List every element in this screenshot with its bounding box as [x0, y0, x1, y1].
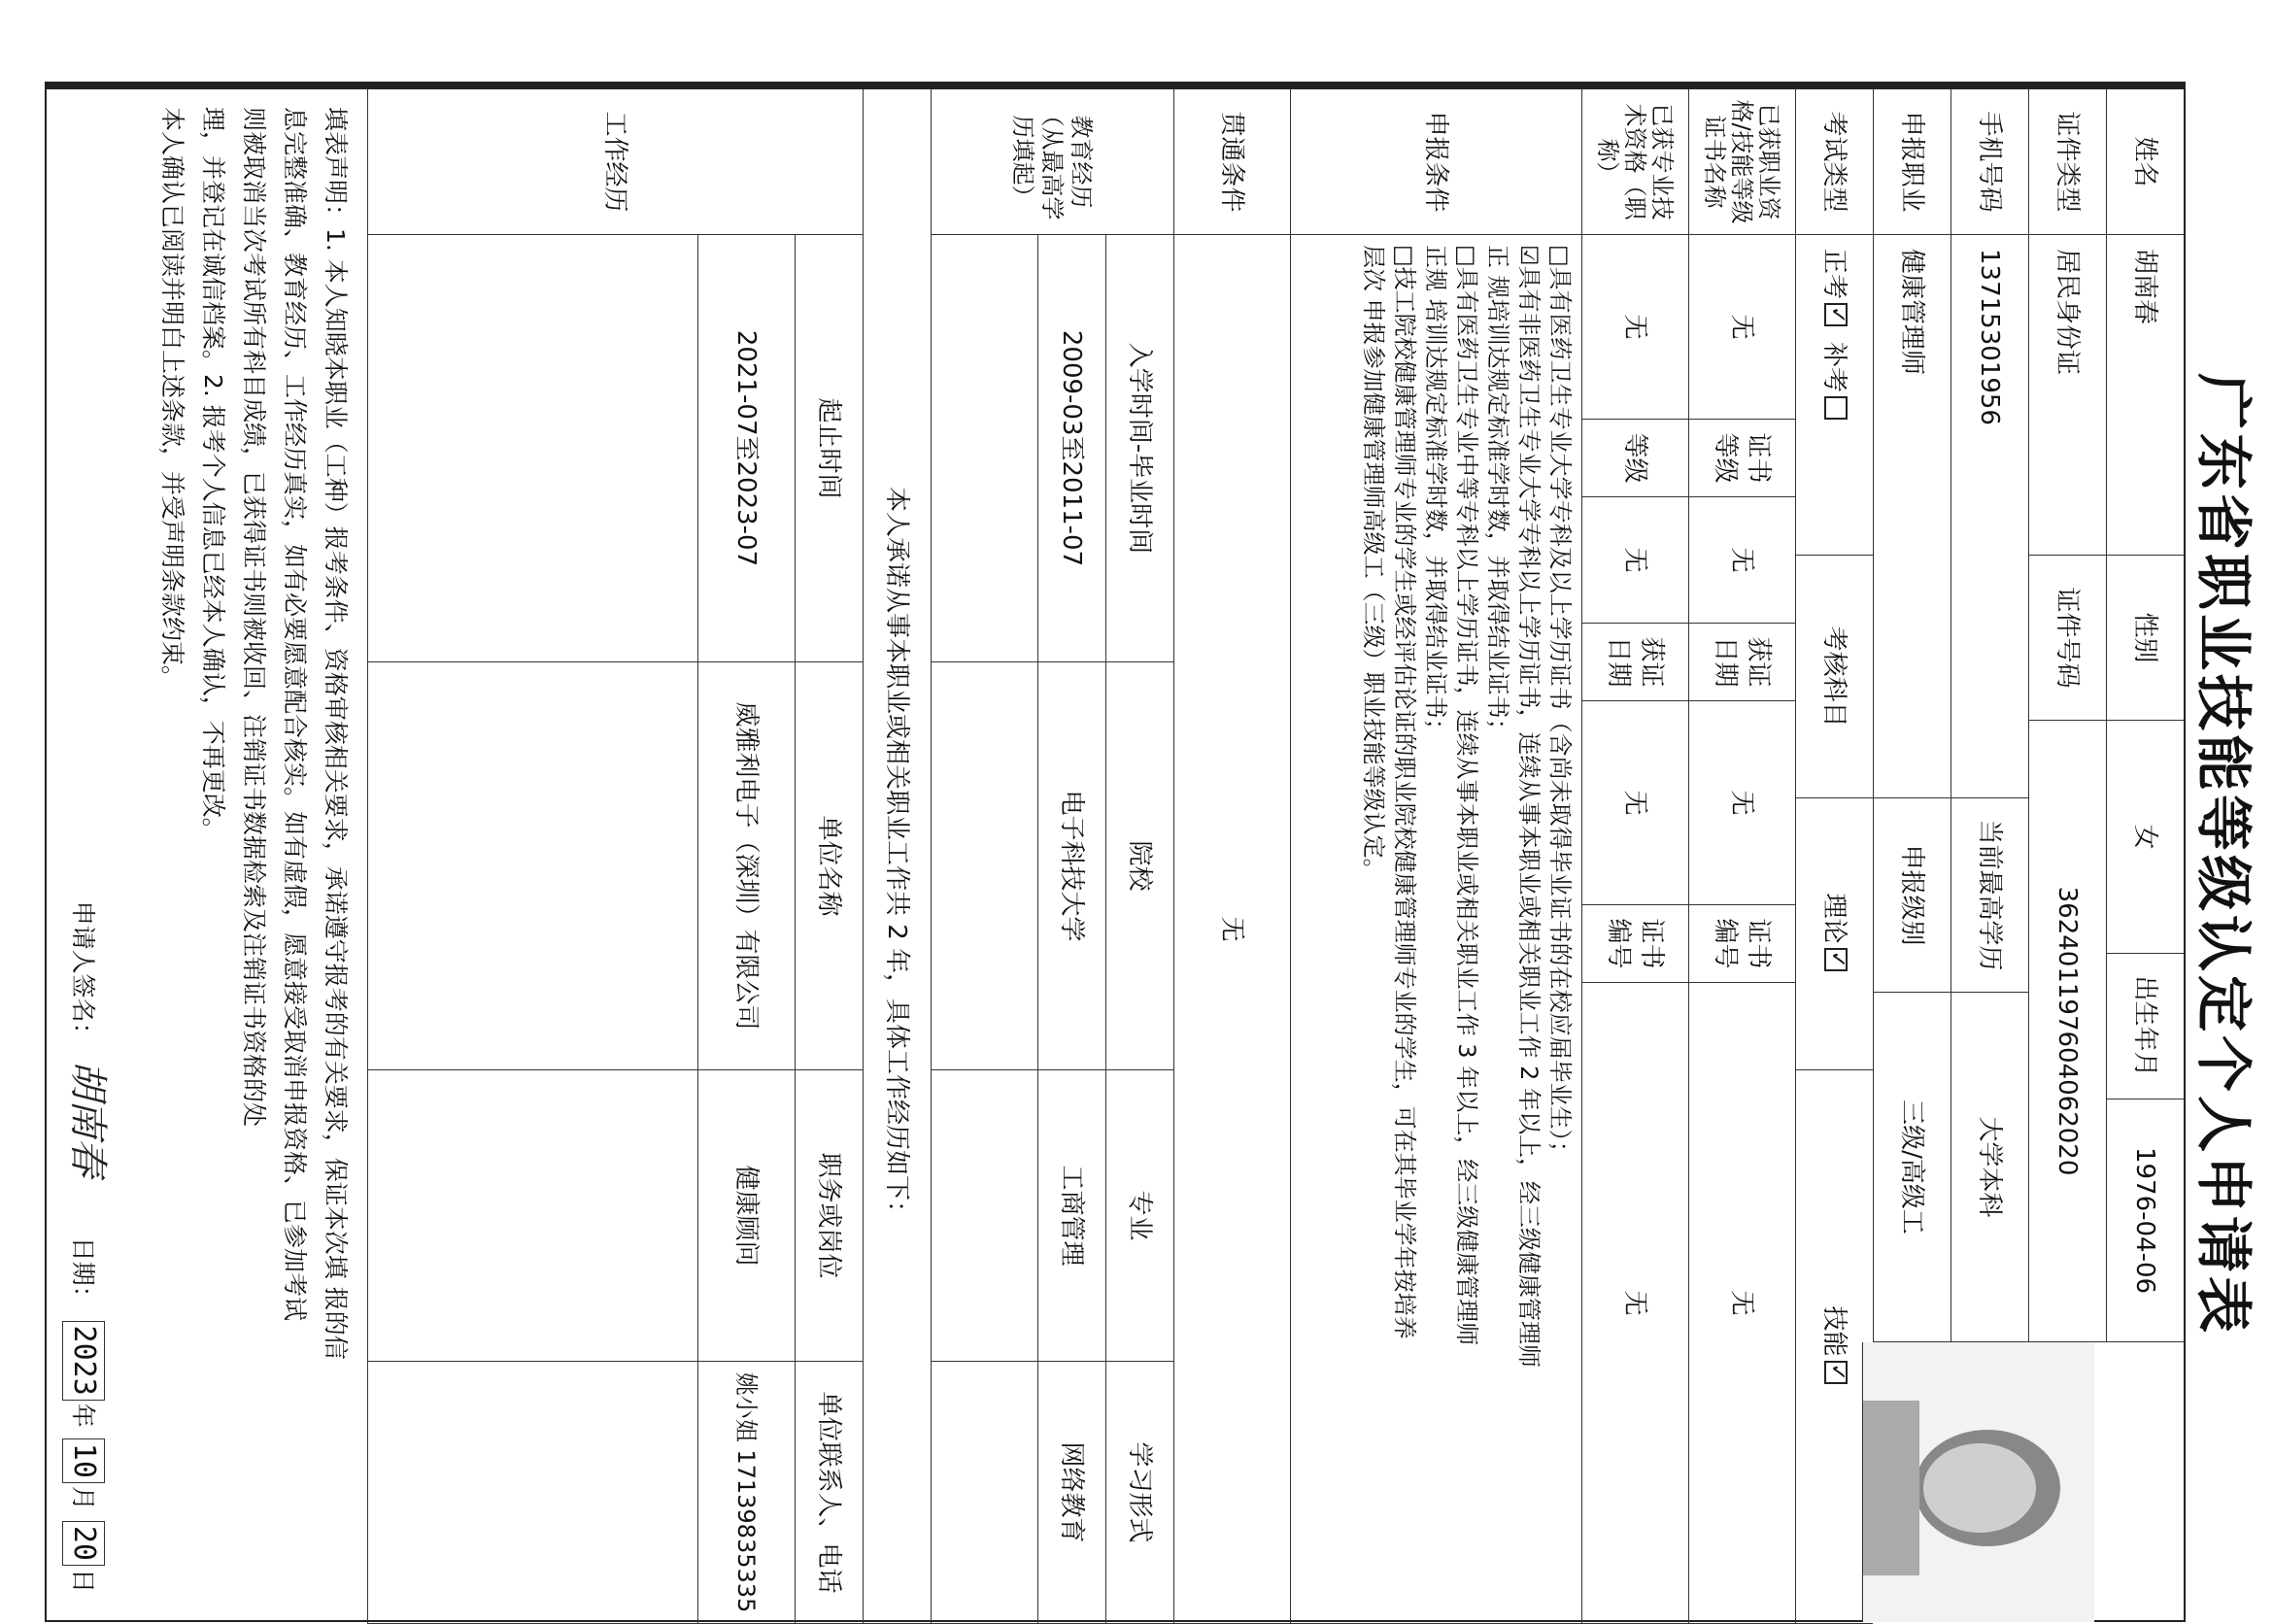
value-gender: 女: [2106, 721, 2184, 954]
date-month: 10: [62, 1438, 105, 1483]
label-occupation: 申报职业: [1873, 89, 1951, 235]
value-occupation: 健康管理师: [1873, 235, 1951, 798]
work-position: 健康顾问: [697, 1070, 795, 1362]
value-level: 三级/高级工: [1873, 993, 1951, 1342]
condition-line: 正规 培训达规定标准学时数，并取得结业证书；: [1422, 245, 1449, 742]
condition-line: 层次 申报参加健康管理师高级工（三级）职业技能等级认定。: [1360, 245, 1387, 882]
header-work-contact: 单位联系人、电话: [795, 1362, 863, 1624]
condition-line: □具有医药卫生专业中等专科以上学历证书，连续从事本职业或相关职业工作 3 年以上，经三级健康管理师: [1453, 245, 1480, 1346]
value-birth: 1976-04-06: [2106, 1100, 2184, 1342]
value-cert-date: 无: [1688, 701, 1795, 905]
value-through: 无: [1173, 235, 1290, 1624]
header-work-pos: 职务或岗位: [795, 1070, 863, 1362]
edu-form: 网络教育: [1037, 1362, 1105, 1624]
value-id-type: 居民身份证: [2028, 235, 2106, 556]
declaration-line: 息完整准确、教育经历、工作经历真实，如有必要愿意配合核实。如有虚假，愿意接受取消申报资格、已参加考试: [281, 107, 309, 1322]
value-title-no: 无: [1581, 983, 1688, 1624]
theory-checkbox[interactable]: [1825, 948, 1849, 971]
applicant-photo: [1862, 1342, 2094, 1622]
label-cert-qual: 已获职业资格/技能等级证书名称: [1688, 89, 1795, 235]
value-phone: 13715301956: [1951, 235, 2028, 798]
value-education: 大学本科: [1951, 993, 2028, 1342]
label-cert-date: 获证日期: [1688, 624, 1795, 701]
declaration-line: 本人确认已阅读并明白上述条款，并受声明条款约束。: [158, 107, 187, 691]
work-time: 2021-07至2023-07: [697, 235, 795, 662]
declaration-block: [45, 87, 369, 1622]
condition-line: 正 规培训达规定标准学时数，并取得结业证书；: [1484, 245, 1511, 742]
signature-area: [62, 901, 108, 1593]
edu-time: 2009-03至2011-07: [1037, 235, 1105, 662]
date-year: 2023: [62, 1321, 105, 1401]
label-gender: 性别: [2106, 556, 2184, 721]
value-name: 胡南春: [2106, 235, 2184, 556]
condition-line: □具有医药卫生专业大学专科及以上学历证书（含尚未取得毕业证书的在校应届毕业生）；: [1546, 245, 1574, 1165]
label-id-no: 证件号码: [2028, 556, 2106, 721]
edu-empty-cell: [931, 235, 1037, 662]
date-day: 20: [62, 1521, 105, 1566]
declaration-line: 理，并登记在诚信档案。2. 报考个人信息已经本人确认，不再更改。: [199, 107, 227, 842]
label-exam-type: 考试类型: [1795, 89, 1873, 235]
label-id-type: 证件类型: [2028, 89, 2106, 235]
signature-handwriting: 胡南春: [65, 1060, 110, 1177]
label-edu-history: 教育经历（从最高学历填起）: [931, 89, 1173, 235]
edu-empty-cell: [931, 1070, 1037, 1362]
header-edu-school: 院校: [1105, 662, 1173, 1070]
work-empty-cell: [367, 235, 697, 662]
edu-school: 电子科技大学: [1037, 662, 1105, 1070]
label-subjects: 考核科目: [1795, 556, 1873, 798]
work-empty-cell: [367, 662, 697, 1070]
label-phone: 手机号码: [1951, 89, 2028, 235]
label-birth: 出生年月: [2106, 954, 2184, 1100]
exam-zk-label: 正考: [1819, 249, 1849, 300]
label-conditions: 申报条件: [1290, 89, 1581, 235]
page-title: 广东省职业技能等级认定个人申请表: [2190, 372, 2256, 1336]
value-cert-qual: 无: [1688, 235, 1795, 420]
label-through: 贯通条件: [1173, 89, 1290, 235]
value-cert-level: 无: [1688, 497, 1795, 624]
condition-line: ☑具有非医药卫生专业大学专科以上学历证书，连续从事本职业或相关职业工作 2 年以上，经三级健康管理师: [1515, 245, 1543, 1369]
header-work-time: 起止时间: [795, 235, 863, 662]
label-title-no: 证书编号: [1581, 905, 1688, 983]
header-edu-major: 专业: [1105, 1070, 1173, 1362]
label-title-level: 等级: [1581, 420, 1688, 497]
exam-bk-checkbox[interactable]: [1825, 396, 1849, 420]
header-work-unit: 单位名称: [795, 662, 863, 1070]
value-exam-type: [1795, 235, 1873, 556]
skill-checkbox[interactable]: [1825, 1361, 1849, 1384]
condition-line: □技工院校健康管理师专业的学生或经评估论证的职业院校健康管理师专业的学生，可在其毕业学年按培养: [1391, 245, 1418, 1339]
work-empty-cell: [367, 1070, 697, 1362]
day-unit: 日: [69, 1568, 97, 1593]
work-contact: 姚小姐 17139835335: [697, 1362, 795, 1624]
value-cert-no: 无: [1688, 983, 1795, 1624]
conditions-list: [1290, 235, 1581, 1624]
declaration-line: 则被取消当次考试所有科目成绩，已获得证书则被收回、注销证书数据检索及注销证书资格的处: [240, 107, 268, 1128]
value-skill: [1795, 1070, 1873, 1624]
work-promise: 本人承诺从事本职业或相关职业工作共 2 年，具体工作经历如下：: [863, 89, 931, 1624]
value-title-level: 无: [1581, 497, 1688, 624]
label-education: 当前最高学历: [1951, 798, 2028, 993]
signature-label: 申请人签名：: [69, 900, 97, 1047]
date-label: 日期：: [69, 1236, 97, 1310]
value-id-no: 362401197604062020: [2028, 721, 2106, 1342]
edu-empty-cell: [931, 662, 1037, 1070]
declaration-line: 填表声明：1. 本人知晓本职业（工种）报考条件、资格审核相关要求，承诺遵守报考的有关要求，保证本次填 报的信: [322, 107, 350, 1360]
label-cert-no: 证书编号: [1688, 905, 1795, 983]
label-work-history: 工作经历: [367, 89, 863, 235]
value-title-date: 无: [1581, 701, 1688, 905]
work-unit: 威雅利电子（深圳）有限公司: [697, 662, 795, 1070]
edu-empty-cell: [931, 1362, 1037, 1624]
header-edu-form: 学习形式: [1105, 1362, 1173, 1624]
label-title-date: 获证日期: [1581, 624, 1688, 701]
month-unit: 月: [69, 1485, 97, 1510]
edu-major: 工商管理: [1037, 1070, 1105, 1362]
header-edu-time: 入学时间-毕业时间: [1105, 235, 1173, 662]
portrait-image: [1863, 1342, 2094, 1622]
value-cert-title: 无: [1581, 235, 1688, 420]
skill-label: 技能: [1819, 1305, 1849, 1357]
theory-label: 理论: [1819, 893, 1849, 944]
work-empty-cell: [367, 1362, 697, 1624]
exam-zk-checkbox[interactable]: [1825, 303, 1849, 326]
value-theory: [1795, 798, 1873, 1070]
label-name: 姓名: [2106, 89, 2184, 235]
year-unit: 年: [69, 1403, 97, 1428]
label-cert-level: 证书等级: [1688, 420, 1795, 497]
exam-bk-label: 补考: [1819, 342, 1849, 393]
label-level: 申报级别: [1873, 798, 1951, 993]
label-cert-title: 已获专业技术资格（职称）: [1581, 89, 1688, 235]
